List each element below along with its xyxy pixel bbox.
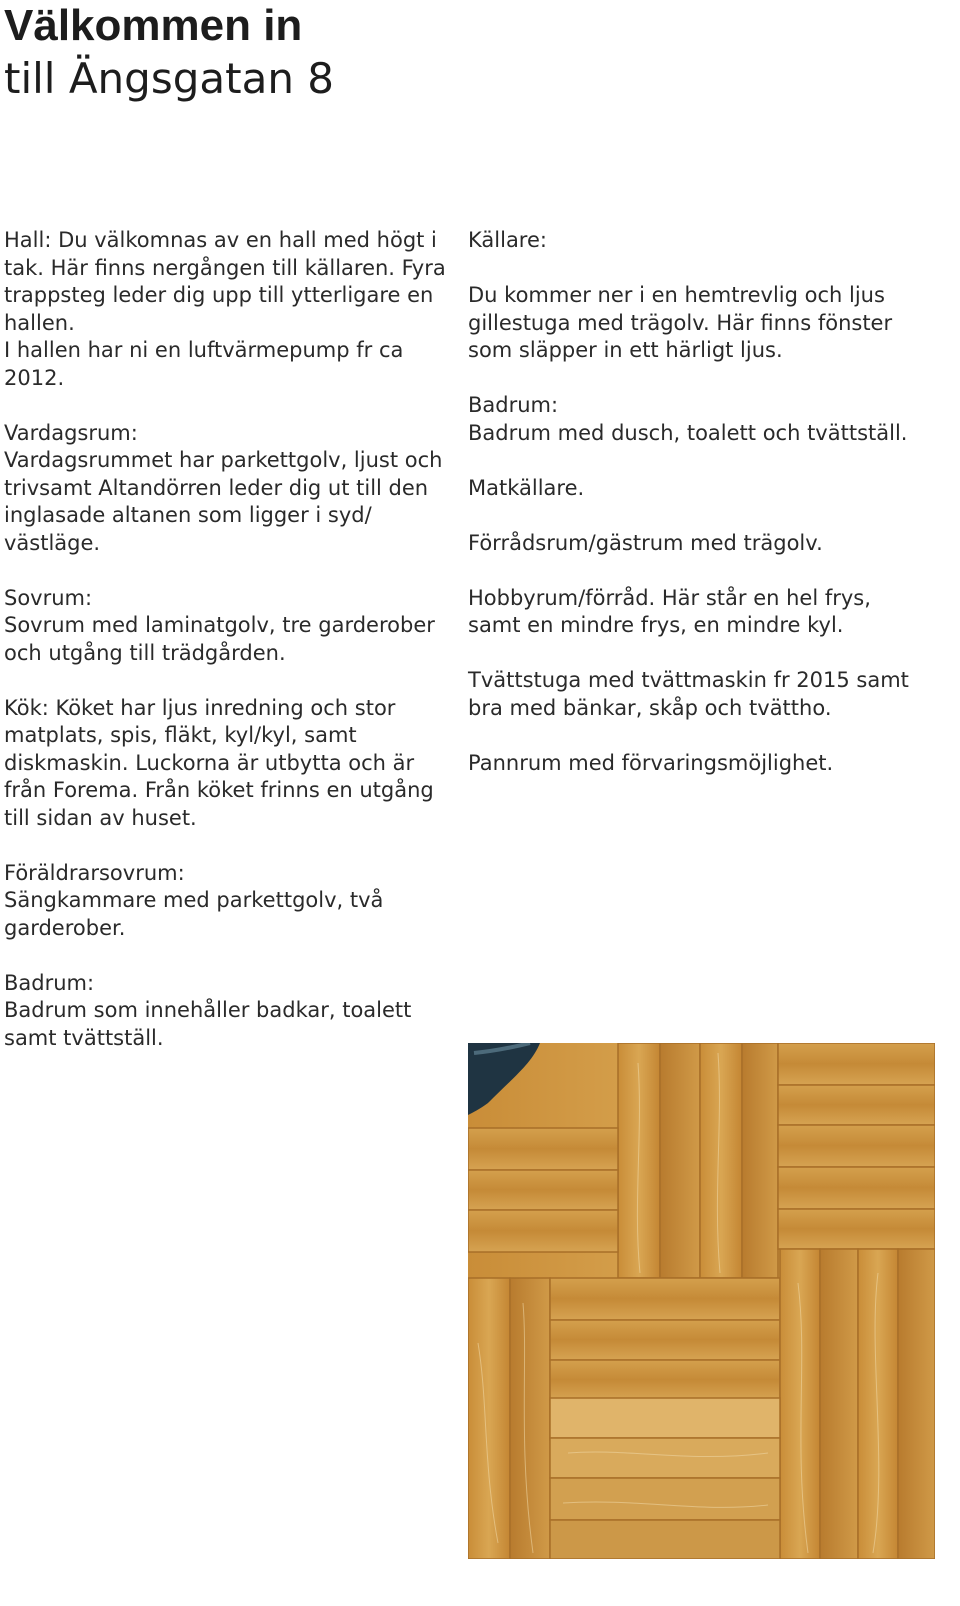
text-line: Tvättstuga med tvättmaskin fr 2015 samt: [468, 668, 909, 692]
text-line: gillestuga med trägolv. Här finns fönster: [468, 310, 893, 335]
section-tvattstuga: [468, 667, 948, 722]
text-line: Hobbyrum/förråd. Här står en hel frys,: [468, 585, 871, 610]
text-line: Förrådsrum/gästrum med trägolv.: [468, 530, 823, 555]
text-line: Badrum:: [4, 970, 95, 995]
text-line: Badrum som innehåller badkar, toalett: [4, 998, 412, 1022]
text-line: som släpper in ett härligt ljus.: [468, 338, 783, 362]
section-forradsrum: [468, 530, 948, 558]
text-line: Kök: Köket har ljus inredning och stor: [4, 695, 396, 720]
title-line-1: Välkommen in: [4, 1, 303, 50]
text-line: Sovrum med laminatgolv, tre garderober: [4, 613, 435, 637]
text-line: Sängkammare med parkettgolv, två: [4, 888, 384, 912]
section-kok: [4, 695, 454, 833]
text-line: till sidan av huset.: [4, 805, 197, 830]
section-matkallare: [468, 475, 948, 503]
section-hobbyrum: [468, 585, 948, 640]
text-line: västläge.: [4, 530, 101, 555]
text-line: samt en mindre frys, en mindre kyl.: [468, 613, 844, 637]
text-line: Du kommer ner i en hemtrevlig och ljus: [468, 283, 885, 307]
left-column: [4, 227, 454, 1080]
text-line: bra med bänkar, skåp och tvättho.: [468, 695, 832, 720]
text-line: samt tvättställ.: [4, 1025, 164, 1050]
section-kallare: [468, 282, 948, 365]
text-line: Vardagsrummet har parkettgolv, ljust och: [4, 448, 443, 472]
text-line: matplats, spis, fläkt, kyl/kyl, samt: [4, 723, 357, 747]
right-column: [468, 227, 948, 805]
text-line: garderober.: [4, 915, 126, 940]
section-sovrum: [4, 585, 454, 668]
section-pannrum: [468, 750, 948, 778]
page-title: [4, 2, 334, 108]
text-line: Källare:: [468, 228, 547, 252]
text-line: Matkällare.: [468, 475, 585, 500]
section-kallare-heading: [468, 227, 948, 255]
text-line: inglasade altanen som ligger i syd/: [4, 503, 372, 527]
title-line-2: till Ängsgatan 8: [4, 54, 335, 103]
text-line: Hall: Du välkomnas av en hall med högt i: [4, 228, 437, 252]
parquet-floor-photo: [468, 1043, 935, 1559]
section-badrum-kallare: [468, 392, 948, 447]
text-line: diskmaskin. Luckorna är utbytta och är: [4, 750, 415, 775]
text-line: Föräldrarsovrum:: [4, 860, 185, 885]
text-line: Vardagsrum:: [4, 420, 138, 445]
text-line: Pannrum med förvaringsmöjlighet.: [468, 750, 834, 775]
text-line: Badrum med dusch, toalett och tvättställ.: [468, 420, 908, 445]
section-vardagsrum: [4, 420, 454, 558]
section-hall: [4, 227, 454, 392]
text-line: från Forema. Från köket frinns en utgång: [4, 778, 434, 802]
text-line: trivsamt Altandörren leder dig ut till den: [4, 475, 429, 500]
text-line: I hallen har ni en luftvärmepump fr ca: [4, 338, 404, 362]
text-line: hallen.: [4, 310, 75, 335]
text-line: Sovrum:: [4, 585, 93, 610]
text-line: och utgång till trädgården.: [4, 640, 286, 665]
text-line: trappsteg leder dig upp till ytterligare en: [4, 283, 434, 307]
text-line: tak. Här finns nergången till källaren. Fyra: [4, 255, 446, 280]
section-badrum: [4, 970, 454, 1053]
section-foraldrarsovrum: [4, 860, 454, 943]
text-line: 2012.: [4, 365, 65, 390]
text-line: Badrum:: [468, 393, 559, 417]
